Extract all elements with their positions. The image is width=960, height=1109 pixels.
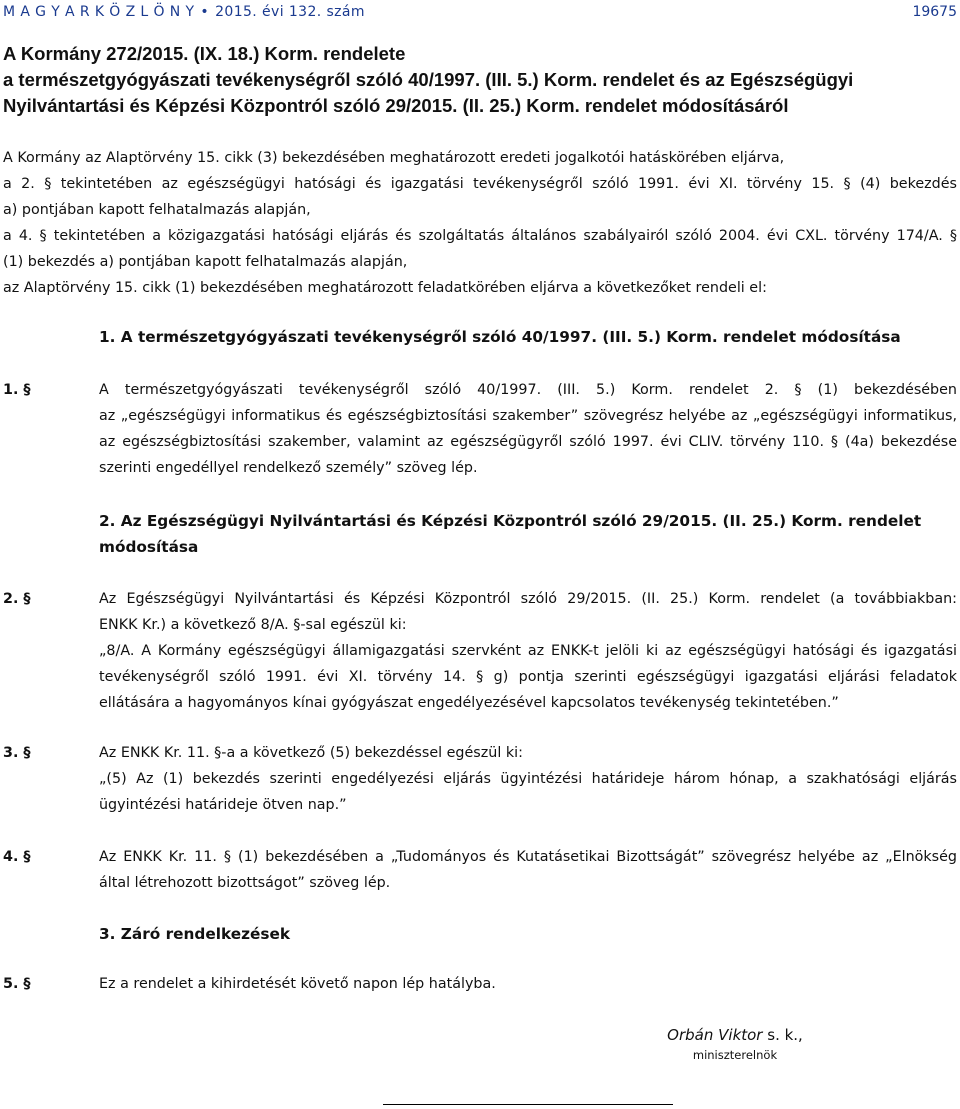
section-heading-text: 1. A természetgyógyászati tevékenységről szóló 40/1997. (III. 5.) Korm. rendelet módosítása xyxy=(99,328,901,346)
issue-number: 2015. évi 132. szám xyxy=(215,4,365,20)
section-heading-text: 3. Záró rendelkezések xyxy=(99,925,291,943)
paragraph-number: 4. § xyxy=(3,849,31,865)
paragraph-number: 3. § xyxy=(3,745,31,761)
decree-title xyxy=(3,41,957,119)
paragraph-number: 2. § xyxy=(3,591,31,607)
paragraph-line: A természetgyógyászati tevékenységről szóló 40/1997. (III. 5.) Korm. rendelet 2. § (1) bekezdésében xyxy=(99,382,957,398)
section-heading-3 xyxy=(99,921,957,947)
paragraph-number: 5. § xyxy=(3,976,31,992)
paragraph-5 xyxy=(99,971,957,997)
section-heading-text: módosítása xyxy=(99,538,199,556)
paragraph-line: „8/A. A Kormány egészségügyi államigazgatási szervként az ENKK-t jelöli ki az egészségügyi hatósági és igazgatási xyxy=(99,643,957,659)
paragraph-line: ellátására a hagyományos kínai gyógyászat engedélyezésével kapcsolatos tevékenység tekintetében.” xyxy=(99,695,839,711)
paragraph-number: 1. § xyxy=(3,382,31,398)
section-heading-1 xyxy=(99,324,957,350)
paragraph-1 xyxy=(99,377,957,481)
paragraph-line: az egészségbiztosítási szakember, valamint az egészségügyről szóló 1997. évi CLIV. törvény 110. § (4a) bekezdése xyxy=(99,434,957,450)
paragraph-line: által létrehozott bizottságot” szöveg lép. xyxy=(99,875,391,891)
paragraph-line: tevékenységről szóló 1991. évi XI. törvény 14. § g) pontja szerinti egészségügyi igazgatási eljárási feladatok xyxy=(99,669,957,685)
paragraph-4 xyxy=(99,844,957,896)
preamble-line: a 2. § tekintetében az egészségügyi hatósági és igazgatási tevékenységről szóló 1991. évi XI. törvény 15. § (4) bekezdés xyxy=(3,176,957,192)
paragraph-line: „(5) Az (1) bekezdés szerinti engedélyezési eljárás ügyintézési határideje három hónap, a szakhatósági eljárás xyxy=(99,771,957,787)
preamble-line: a 4. § tekintetében a közigazgatási hatósági eljárás és szolgáltatás általános szabályairól szóló 2004. évi CXL. törvény 174/A. § xyxy=(3,228,957,244)
paragraph-line: ügyintézési határideje ötven nap.” xyxy=(99,797,347,813)
paragraph-line: Az ENKK Kr. 11. §-a a következő (5) bekezdéssel egészül ki: xyxy=(99,745,523,761)
paragraph-line: Az Egészségügyi Nyilvántartási és Képzési Központról szóló 29/2015. (II. 25.) Korm. rendelet (a továbbiakban: xyxy=(99,591,957,607)
paragraph-line: ENKK Kr.) a következő 8/A. §-sal egészül ki: xyxy=(99,617,407,633)
section-heading-2 xyxy=(99,508,957,560)
journal-name: M A G Y A R K Ö Z L Ö N Y xyxy=(3,4,195,20)
signature-block xyxy=(600,1024,870,1064)
paragraph-line: Ez a rendelet a kihirdetését követő napon lép hatályba. xyxy=(99,976,496,992)
preamble-line: az Alaptörvény 15. cikk (1) bekezdésében meghatározott feladatkörében eljárva a következőket rendeli el: xyxy=(3,280,767,296)
header-bullet: • xyxy=(200,4,210,20)
separator-rule xyxy=(383,1104,673,1105)
paragraph-line: szerinti engedéllyel rendelkező személy” szöveg lép. xyxy=(99,460,478,476)
running-head xyxy=(3,4,365,20)
preamble-line: A Kormány az Alaptörvény 15. cikk (3) bekezdésében meghatározott eredeti jogalkotói hatáskörében eljárva, xyxy=(3,150,785,166)
title-line: A Kormány 272/2015. (IX. 18.) Korm. rendelete xyxy=(3,43,406,64)
paragraph-2 xyxy=(99,586,957,716)
preamble-line: a) pontjában kapott felhatalmazás alapján, xyxy=(3,202,311,218)
section-heading-text: 2. Az Egészségügyi Nyilvántartási és Képzési Központról szóló 29/2015. (II. 25.) Korm. rendelet xyxy=(99,512,922,530)
signatory-role: miniszterelnök xyxy=(692,1048,778,1062)
paragraph-line: az „egészségügyi informatikus és egészségbiztosítási szakember” szövegrész helyébe az „egészségügyi informatikus, xyxy=(99,408,957,424)
page-number: 19675 xyxy=(912,4,957,20)
paragraph-3 xyxy=(99,740,957,818)
signature-suffix: s. k., xyxy=(762,1026,803,1044)
preamble-line: (1) bekezdés a) pontjában kapott felhatalmazás alapján, xyxy=(3,254,408,270)
title-line: a természetgyógyászati tevékenységről szóló 40/1997. (III. 5.) Korm. rendelet és az Egészségügyi xyxy=(3,69,854,90)
signatory-name: Orbán Viktor xyxy=(667,1026,763,1044)
paragraph-line: Az ENKK Kr. 11. § (1) bekezdésében a „Tudományos és Kutatásetikai Bizottságát” szövegrész helyébe az „Elnökség xyxy=(99,849,957,865)
title-line: Nyilvántartási és Képzési Központról szóló 29/2015. (II. 25.) Korm. rendelet módosításáról xyxy=(3,95,789,116)
preamble xyxy=(3,145,957,301)
